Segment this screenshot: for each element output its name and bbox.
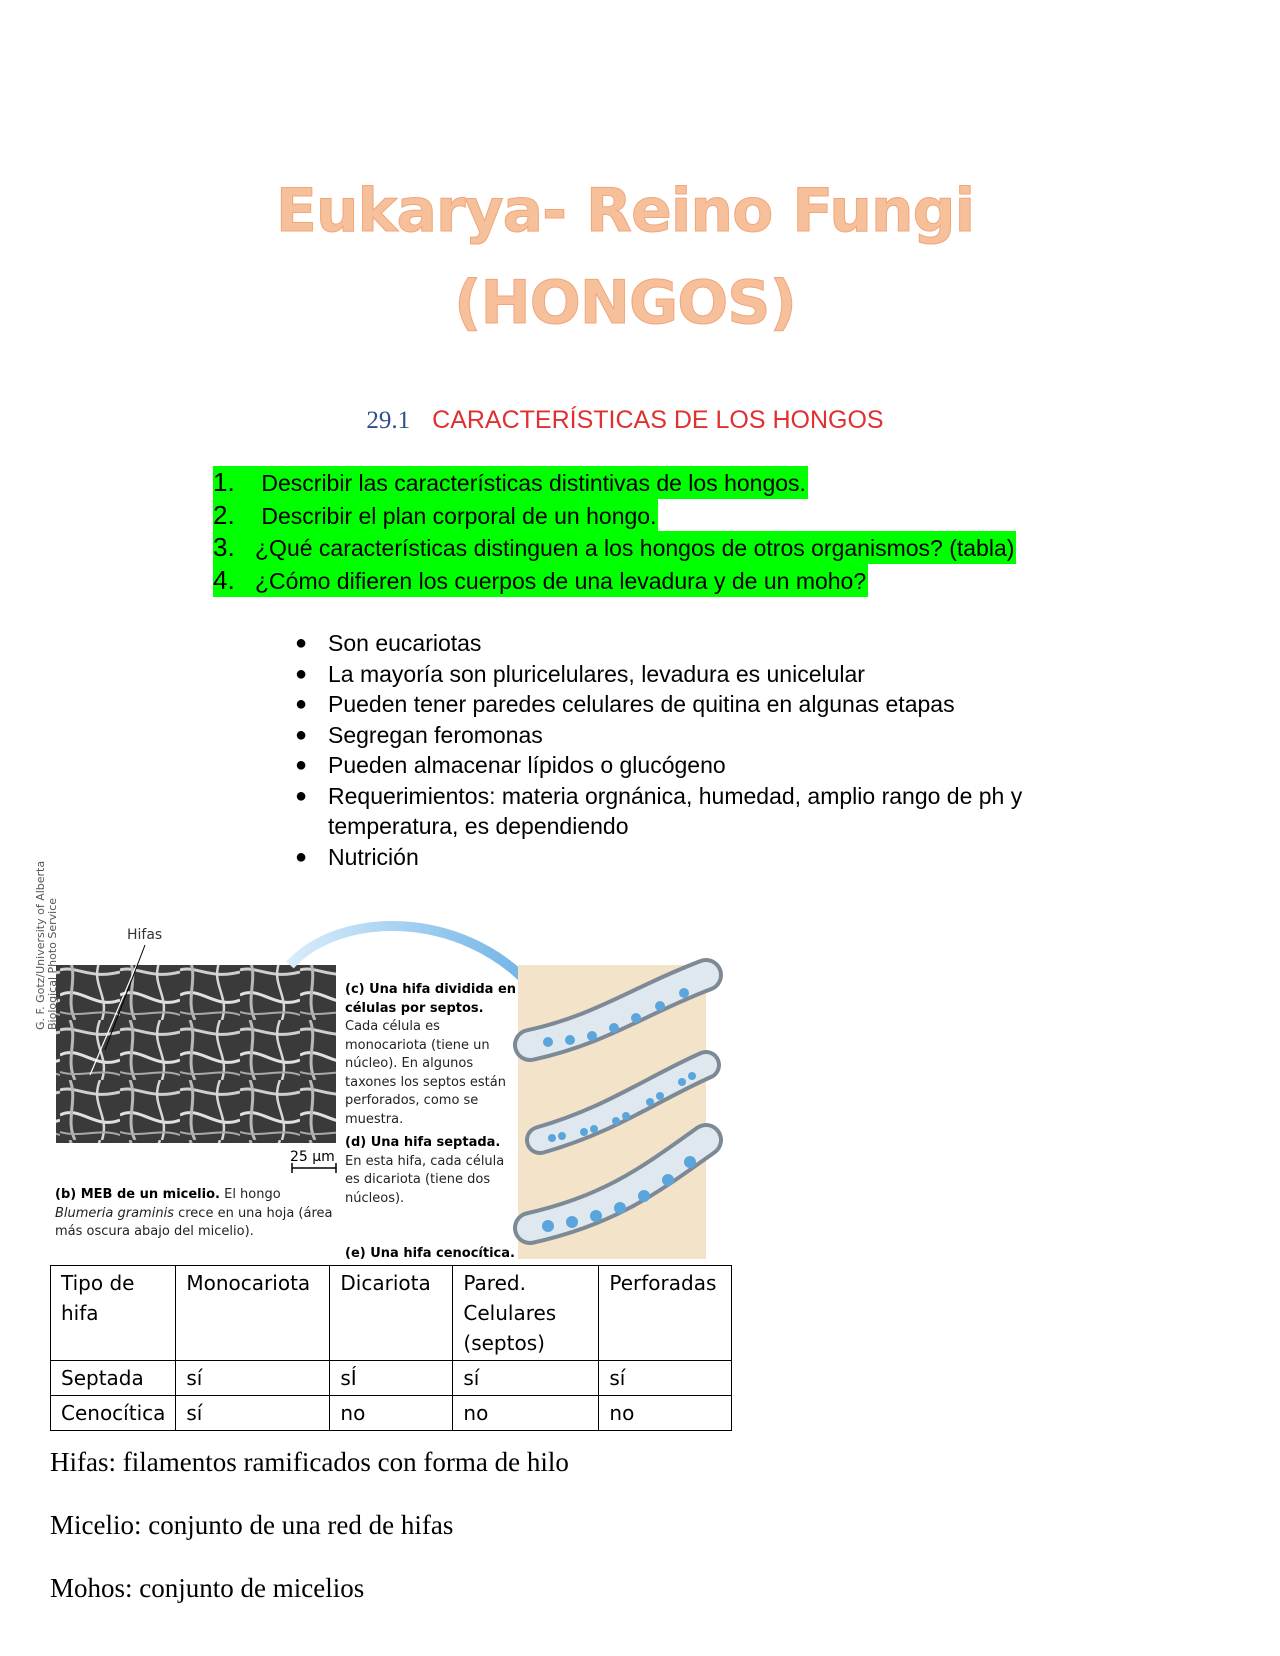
list-item-text: La mayoría son pluricelulares, levadura es unicelular xyxy=(328,660,865,687)
caption-e xyxy=(345,1245,520,1264)
bullet-icon: ● xyxy=(295,784,308,807)
section-title: CARACTERÍSTICAS DE LOS HONGOS xyxy=(432,406,884,434)
caption-c xyxy=(345,981,520,1129)
list-item-text: Requerimientos: materia orgnánica, humedad, amplio rango de ph y temperatura, es dependiendo xyxy=(328,782,1023,839)
bullet-icon: ● xyxy=(295,845,308,868)
caption-species: Blumeria graminis xyxy=(55,1205,174,1221)
objective-number: 1. xyxy=(213,467,235,497)
table-cell: Septada xyxy=(51,1361,176,1396)
table-header-cell: Perforadas xyxy=(599,1266,732,1361)
table-cell: Cenocítica xyxy=(51,1396,176,1431)
caption-bold: (e) Una hifa cenocítica. xyxy=(345,1246,515,1261)
objective-number: 3. xyxy=(213,532,235,562)
definition-hifas: Hifas: filamentos ramificados con forma de hilo xyxy=(50,1447,569,1477)
list-item-text: Pueden almacenar lípidos o glucógeno xyxy=(328,752,726,778)
caption-d xyxy=(345,1134,520,1208)
table-header-row xyxy=(51,1266,732,1361)
hyphae-table xyxy=(50,1265,732,1431)
title-line-2: (HONGOS) xyxy=(454,268,796,338)
definition-mohos: Mohos: conjunto de micelios xyxy=(50,1573,365,1603)
table-header-cell: Tipo de hifa xyxy=(51,1266,176,1361)
caption-bold: (d) Una hifa septada. xyxy=(345,1135,501,1150)
table-cell: sí xyxy=(176,1361,330,1396)
micelio-micrograph xyxy=(56,965,336,1143)
table-header-cell: Monocariota xyxy=(176,1266,330,1361)
table-cell: sí xyxy=(176,1396,330,1431)
bullet-icon: ● xyxy=(295,632,308,654)
table-header-cell: Pared. Celulares (septos) xyxy=(453,1266,599,1361)
title-line-1: Eukarya- Reino Fungi xyxy=(275,176,975,246)
list-item-text: Pueden tener paredes celulares de quitina en algunas etapas xyxy=(328,691,955,717)
list-item-text: Son eucariotas xyxy=(328,630,482,656)
objective-text: ¿Cómo difieren los cuerpos de una levadura y de un moho? xyxy=(255,567,867,594)
section-number: 29.1 xyxy=(366,407,411,434)
bullet-icon: ● xyxy=(295,723,308,746)
table-cell: no xyxy=(453,1396,599,1431)
caption-text: En esta hifa, cada célula es dicariota (tiene dos núcleos). xyxy=(345,1153,505,1206)
table-cell: no xyxy=(599,1396,732,1431)
definition-micelio: Micelio: conjunto de una red de hifas xyxy=(50,1510,454,1540)
objective-text: ¿Qué características distinguen a los hongos de otros organismos? (tabla) xyxy=(255,535,1015,561)
table-header-cell: Dicariota xyxy=(330,1266,453,1361)
caption-text: Cada célula es monocariota (tiene un núcleo). En algunos taxones los septos están perforados, como se muestra. xyxy=(345,1019,506,1127)
photo-credit-line: Biological Photo Service xyxy=(46,897,59,1030)
table-row xyxy=(51,1396,732,1431)
caption-text: El hongo xyxy=(219,1187,281,1202)
bullet-icon: ● xyxy=(295,693,308,715)
objective-number: 2. xyxy=(213,499,235,530)
scale-label: 25 µm xyxy=(290,1149,335,1165)
caption-text: crece en una hoja (área más oscura abajo del micelio). xyxy=(55,1205,333,1239)
objective-text: Describir las características distintivas de los hongos. xyxy=(255,470,806,496)
list-item-text: Nutrición xyxy=(328,843,419,870)
caption-bold: (b) MEB de un micelio. xyxy=(55,1187,220,1202)
objective-text: Describir el plan corporal de un hongo. xyxy=(255,502,657,529)
hifas-label: Hifas xyxy=(127,927,163,943)
table-cell: sí xyxy=(453,1361,599,1396)
photo-credit xyxy=(34,860,59,1030)
bullet-icon: ● xyxy=(295,754,308,776)
caption-b xyxy=(55,1186,335,1242)
table-cell: sÍ xyxy=(330,1361,453,1396)
list-item-text: Segregan feromonas xyxy=(328,721,543,748)
photo-credit-line: G. F. Gotz/University of Alberta xyxy=(34,860,47,1030)
table-cell: sí xyxy=(599,1361,732,1396)
table-cell: no xyxy=(330,1396,453,1431)
caption-bold: (c) Una hifa dividida en células por septos. xyxy=(345,982,517,1016)
table-row xyxy=(51,1361,732,1396)
objective-number: 4. xyxy=(213,564,235,595)
bullet-icon: ● xyxy=(295,662,308,685)
